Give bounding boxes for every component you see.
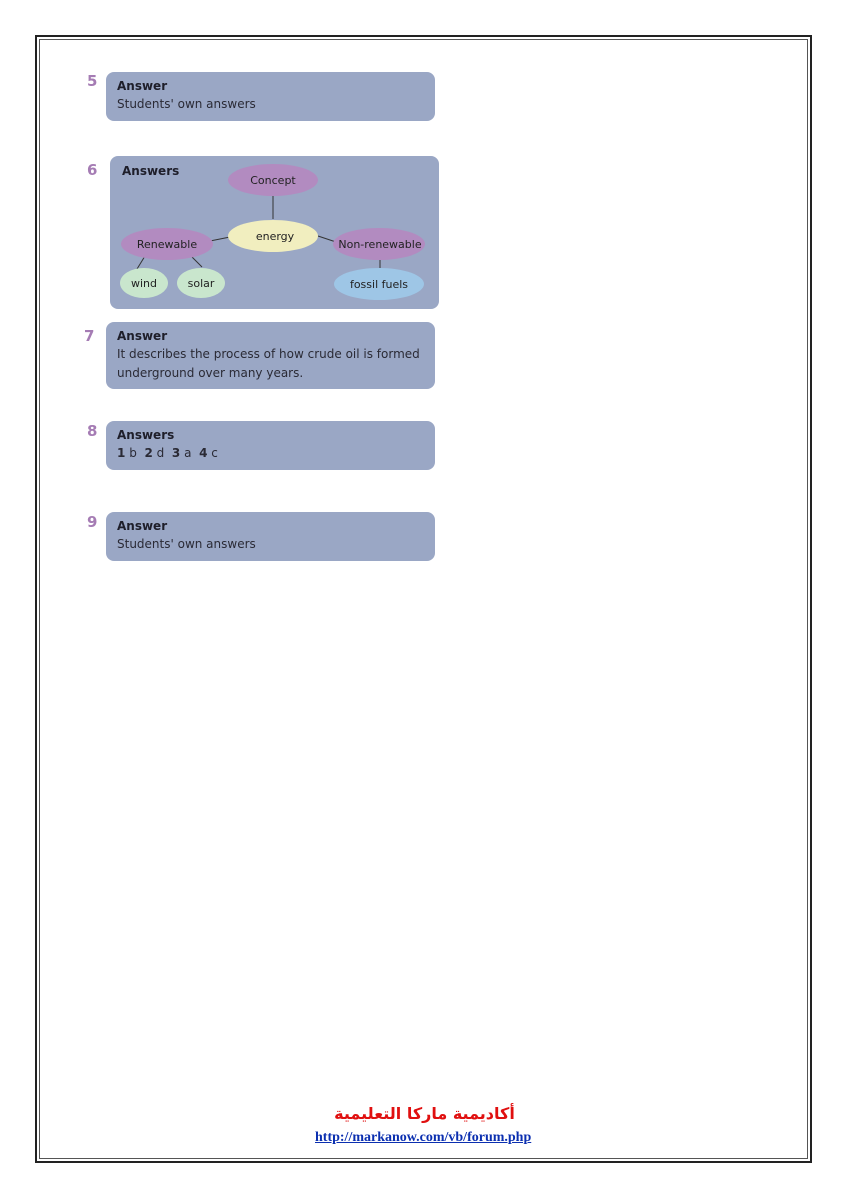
answer-box-8 xyxy=(106,421,435,470)
footer-academy-name: أكاديمية ماركا التعليمية xyxy=(334,1104,515,1123)
wind-label: wind xyxy=(130,277,158,290)
concept-map xyxy=(110,156,439,309)
question-number: 6 xyxy=(87,161,98,179)
question-number: 9 xyxy=(87,513,98,531)
item-number: 2 xyxy=(144,446,153,460)
answer-text: Students' own answers xyxy=(117,537,256,551)
non-renewable-label: Non-renewable xyxy=(338,238,422,251)
fossil-fuels-label: fossil fuels xyxy=(349,278,409,291)
item-number: 3 xyxy=(171,446,181,460)
answer-heading: Answers xyxy=(117,428,175,442)
connector-line xyxy=(137,256,145,269)
answer-text: Students' own answers xyxy=(117,97,256,111)
connector-line xyxy=(210,237,230,241)
answer-text-line-2: underground over many years. xyxy=(117,366,304,380)
connector-line xyxy=(318,236,336,242)
item-number: 1 xyxy=(117,446,126,460)
answer-box-9 xyxy=(106,512,435,561)
answer-box-7 xyxy=(106,322,435,389)
item-number: 4 xyxy=(199,446,208,460)
answer-heading: Answers xyxy=(122,164,180,178)
concept-map-box xyxy=(110,156,439,309)
item-answer: c xyxy=(211,446,218,460)
answer-heading: Answer xyxy=(117,79,168,93)
answer-box-5 xyxy=(106,72,435,121)
energy-label: energy xyxy=(255,230,295,243)
footer-forum-link[interactable]: http://markanow.com/vb/forum.php xyxy=(315,1130,532,1145)
solar-label: solar xyxy=(187,277,215,290)
item-answer: d xyxy=(156,446,165,460)
question-number: 5 xyxy=(87,72,98,90)
question-number: 8 xyxy=(87,422,98,440)
concept-label: Concept xyxy=(250,174,296,187)
item-answer: a xyxy=(184,446,192,460)
connector-line xyxy=(192,257,202,267)
item-answer: b xyxy=(129,446,137,460)
renewable-label: Renewable xyxy=(136,238,198,251)
answer-heading: Answer xyxy=(117,329,168,343)
question-number: 7 xyxy=(84,327,95,345)
answer-list xyxy=(117,444,424,463)
answer-heading: Answer xyxy=(117,519,168,533)
answer-text-line-1: It describes the process of how crude oil is formed xyxy=(117,347,420,361)
